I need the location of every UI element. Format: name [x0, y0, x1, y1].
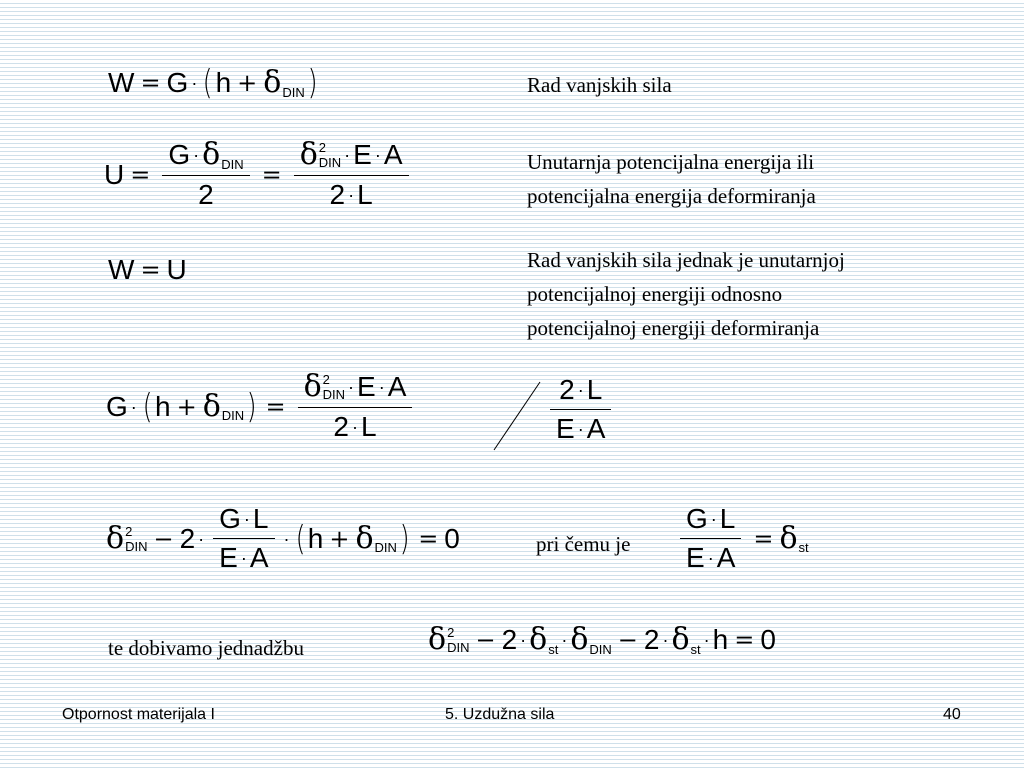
symbol-delta: δ — [779, 520, 798, 556]
subscript-din: DIN — [221, 156, 244, 172]
symbol-h: h — [155, 390, 171, 422]
fraction — [298, 369, 413, 442]
left-paren: ( — [142, 386, 153, 427]
note-line: Rad vanjskih sila jednak je unutarnjoj — [527, 248, 845, 272]
denominator — [213, 544, 274, 572]
denominator: 2 — [198, 179, 214, 210]
note-work: Rad vanjskih sila — [527, 73, 672, 97]
numerator — [213, 505, 274, 533]
fraction-1 — [162, 137, 249, 210]
multiply-dot: · — [577, 419, 584, 439]
denominator — [324, 181, 379, 209]
symbol-l: L — [357, 179, 373, 210]
symbol-a: A — [383, 139, 403, 170]
equals-sign: = — [734, 626, 755, 654]
equals-sign: = — [140, 256, 161, 284]
subscript-din: DIN — [125, 538, 148, 554]
subscript-din: DIN — [282, 84, 305, 100]
multiply-dot: · — [561, 630, 568, 650]
equals-sign: = — [753, 524, 774, 553]
symbol-g: G — [166, 67, 189, 98]
subscript-din: DIN — [374, 540, 397, 555]
denominator — [550, 415, 611, 443]
footer-course: Otpornost materijala I — [62, 706, 215, 723]
right-paren: ) — [307, 63, 318, 103]
sub-sup — [319, 141, 341, 169]
symbol-w: W — [108, 67, 135, 98]
minus-sign: − — [475, 626, 496, 654]
symbol-delta: δ — [529, 622, 548, 657]
symbol-e: E — [353, 139, 372, 170]
right-paren: ) — [399, 518, 410, 559]
numerator — [298, 369, 413, 404]
equals-sign: = — [418, 524, 439, 553]
multiply-dot: · — [378, 377, 385, 397]
denominator — [327, 413, 382, 441]
plus-sign: + — [176, 392, 197, 421]
equation-final — [428, 622, 776, 657]
equation-static-deflection — [674, 505, 809, 572]
symbol-g: G — [106, 390, 128, 422]
symbol-delta: δ — [106, 520, 125, 556]
symbol-a: A — [387, 371, 407, 402]
symbol-h: h — [215, 67, 232, 98]
plus-sign: + — [329, 524, 350, 553]
symbol-g: G — [686, 503, 708, 534]
equals-sign: = — [140, 69, 161, 97]
equation-w-equals-u — [108, 256, 187, 284]
left-paren: ( — [295, 518, 306, 559]
number-2: 2 — [559, 374, 575, 405]
subscript-din: DIN — [318, 155, 342, 170]
multiply-dot: · — [191, 73, 198, 93]
numerator — [553, 376, 608, 404]
fraction — [550, 376, 611, 443]
number-2: 2 — [333, 411, 349, 442]
fraction — [680, 505, 741, 572]
sub-sup — [447, 626, 469, 654]
multiply-dot: · — [344, 145, 351, 165]
minus-sign: − — [617, 626, 638, 654]
symbol-delta: δ — [303, 369, 322, 404]
multiply-dot: · — [374, 145, 381, 165]
number-2: 2 — [501, 624, 518, 655]
multiply-dot: · — [351, 417, 358, 437]
symbol-delta: δ — [671, 622, 690, 657]
multiply-dot: · — [662, 630, 669, 650]
number-0: 0 — [444, 522, 460, 554]
note-line: Unutarnja potencijalna energija ili — [527, 150, 815, 174]
multiply-dot: · — [348, 377, 355, 397]
multiply-dot: · — [130, 396, 137, 417]
equation-work — [108, 63, 320, 103]
symbol-delta: δ — [202, 388, 221, 424]
multiply-dot: · — [577, 380, 584, 400]
symbol-l: L — [586, 374, 603, 405]
multiply-dot: · — [198, 528, 205, 549]
symbol-l: L — [252, 503, 269, 534]
symbol-delta: δ — [570, 622, 589, 657]
symbol-u: U — [104, 158, 125, 190]
equation-substitution — [106, 369, 418, 442]
plus-sign: + — [237, 69, 258, 97]
note-line: potencijalnoj energiji deformiranja — [527, 316, 820, 340]
multiply-dot: · — [193, 145, 200, 165]
subscript-st: st — [548, 641, 559, 657]
fraction-bar — [298, 407, 413, 408]
multiply-dot: · — [243, 509, 250, 529]
symbol-delta: δ — [428, 622, 447, 657]
denominator — [680, 544, 741, 572]
fraction-bar — [680, 538, 741, 539]
sub-sup — [125, 525, 147, 553]
superscript-2: 2 — [322, 372, 330, 387]
number-2: 2 — [179, 522, 196, 554]
symbol-l: L — [360, 411, 377, 442]
note-line: potencijalna energija deformiranja — [527, 184, 816, 208]
footer-chapter: 5. Uzdužna sila — [445, 706, 555, 723]
subscript-st: st — [798, 540, 809, 555]
superscript-2: 2 — [447, 625, 455, 640]
note-where: pri čemu je — [536, 532, 631, 556]
fraction-bar — [294, 175, 409, 176]
subscript-st: st — [690, 641, 701, 657]
number-0: 0 — [760, 624, 776, 655]
symbol-h: h — [307, 522, 324, 554]
equation-quadratic — [106, 505, 460, 572]
numerator — [294, 137, 409, 172]
symbol-a: A — [586, 413, 606, 444]
multiply-slash-mark — [492, 380, 542, 452]
symbol-l: L — [719, 503, 736, 534]
equation-internal-energy — [104, 137, 415, 210]
subscript-din: DIN — [322, 387, 346, 402]
symbol-e: E — [219, 542, 238, 573]
multiply-dot: · — [710, 509, 717, 529]
left-paren: ( — [202, 63, 213, 103]
minus-sign: − — [153, 524, 174, 553]
equation-multiplier — [544, 376, 617, 443]
symbol-a: A — [716, 542, 736, 573]
subscript-din: DIN — [447, 640, 470, 655]
symbol-e: E — [556, 413, 575, 444]
number-2: 2 — [643, 624, 660, 655]
fraction — [213, 505, 274, 572]
note-internal-energy — [527, 145, 816, 213]
symbol-delta: δ — [202, 137, 221, 172]
symbol-h: h — [712, 624, 729, 655]
subscript-din: DIN — [221, 408, 245, 423]
multiply-dot: · — [707, 548, 714, 568]
multiply-dot: · — [520, 630, 527, 650]
numerator — [680, 505, 741, 533]
symbol-delta: δ — [299, 137, 318, 172]
multiply-dot: · — [348, 185, 355, 205]
superscript-2: 2 — [318, 140, 326, 155]
note-line: potencijalnoj energiji odnosno — [527, 282, 783, 306]
symbol-e: E — [357, 371, 376, 402]
symbol-a: A — [249, 542, 269, 573]
fraction-bar — [213, 538, 274, 539]
right-paren: ) — [246, 386, 257, 427]
equals-sign: = — [130, 160, 151, 189]
symbol-g: G — [168, 139, 191, 170]
superscript-2: 2 — [125, 523, 133, 539]
footer-page-number: 40 — [943, 706, 961, 723]
symbol-g: G — [219, 503, 241, 534]
note-w-equals-u — [527, 243, 845, 345]
multiply-dot: · — [703, 630, 710, 650]
symbol-u: U — [166, 254, 187, 285]
fraction-bar — [162, 175, 249, 176]
fraction-bar — [550, 409, 611, 410]
equals-sign: = — [265, 392, 286, 421]
sub-sup — [323, 373, 345, 401]
symbol-w: W — [108, 254, 135, 285]
symbol-delta: δ — [355, 520, 374, 556]
symbol-delta: δ — [263, 65, 282, 100]
symbol-e: E — [686, 542, 705, 573]
subscript-din: DIN — [589, 641, 612, 657]
multiply-dot: · — [283, 528, 290, 549]
multiply-dot: · — [240, 548, 247, 568]
numerator — [162, 137, 249, 172]
note-we-get: te dobivamo jednadžbu — [108, 636, 304, 660]
fraction-2 — [294, 137, 409, 210]
number-2: 2 — [329, 179, 346, 210]
equals-sign: = — [261, 160, 282, 189]
